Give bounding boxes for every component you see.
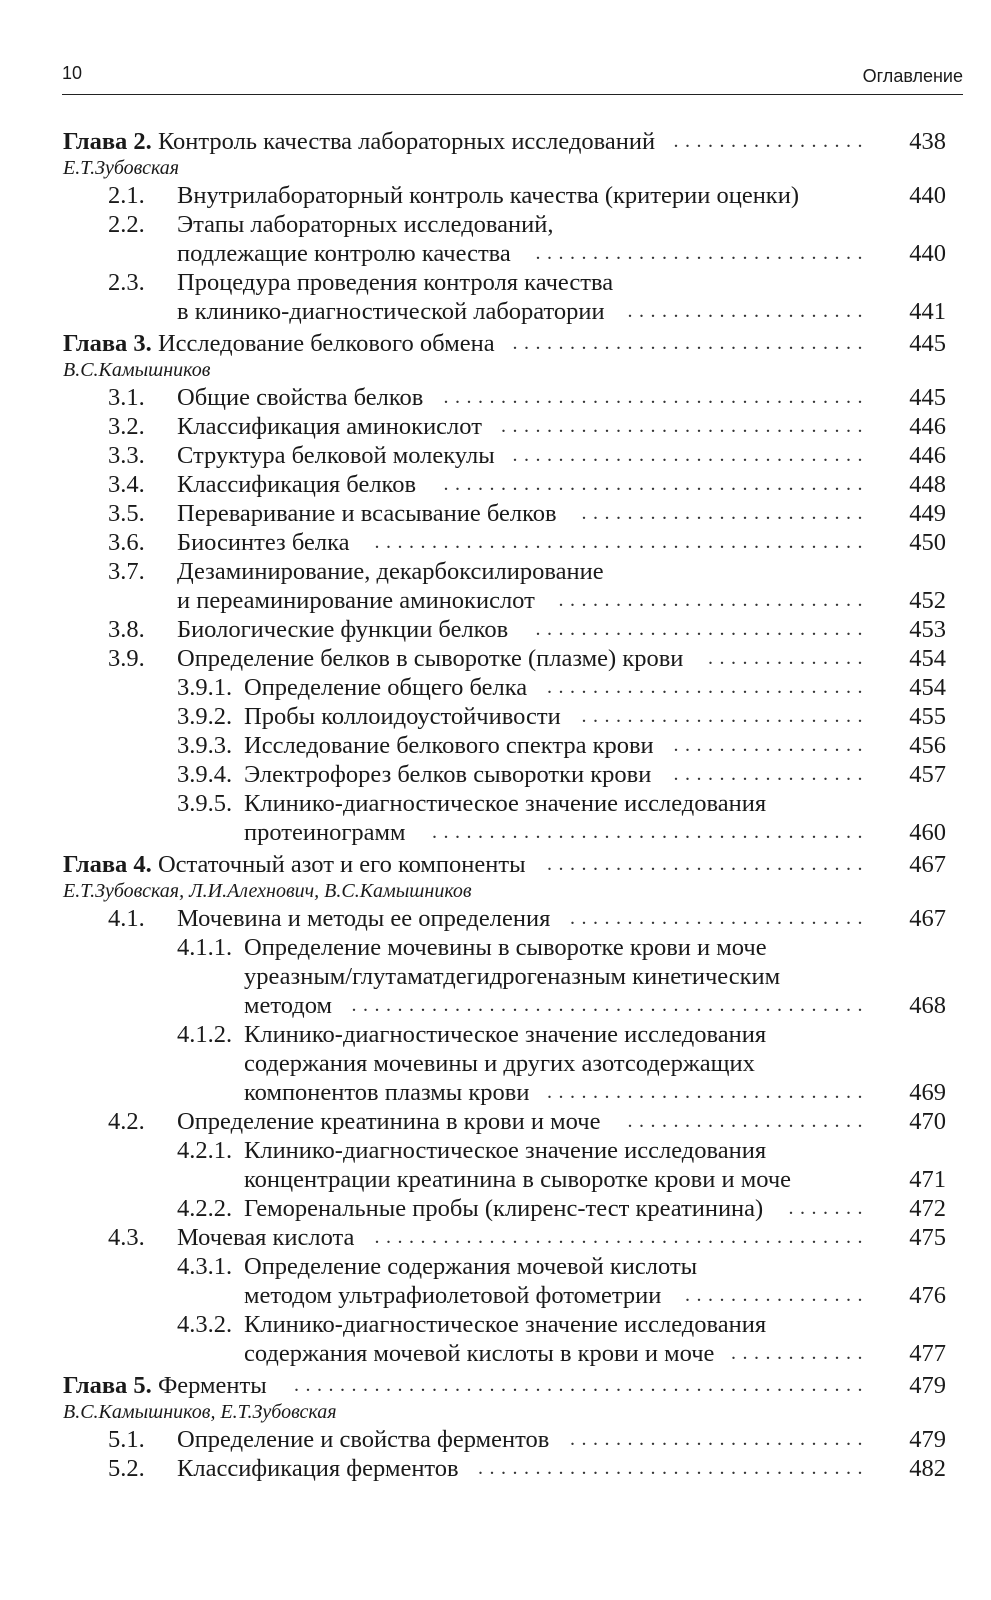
section-title: и переаминирование аминокислот	[177, 587, 535, 614]
chapter-title	[63, 329, 495, 358]
section-number: 3.6.	[108, 529, 145, 556]
toc-entry	[0, 181, 991, 210]
dot-leader: .........................	[581, 502, 869, 524]
toc-entry	[0, 239, 991, 268]
section-number: 3.3.	[108, 442, 145, 469]
toc-entry	[0, 1339, 991, 1368]
page-ref: 472	[909, 1195, 946, 1222]
section-number: 3.9.2.	[177, 703, 233, 730]
page-ref: 445	[909, 330, 946, 357]
dot-leader: ............................	[547, 676, 869, 698]
section-number: 3.4.	[108, 471, 145, 498]
dot-leader: ..........................	[570, 907, 869, 929]
dot-leader: .......	[788, 1197, 869, 1219]
page-ref: 467	[909, 851, 946, 878]
section-number: 4.3.	[108, 1224, 145, 1251]
section-title: содержания мочевины и других азотсодержащих	[244, 1050, 755, 1077]
page-ref: 479	[909, 1372, 946, 1399]
dot-leader: ..................................................	[294, 1374, 869, 1396]
page-ref: 476	[909, 1282, 946, 1309]
section-title: методом	[244, 992, 333, 1019]
section-title: в клинико-диагностической лаборатории	[177, 298, 605, 325]
dot-leader: .............................	[535, 242, 869, 264]
section-number: 3.9.1.	[177, 674, 233, 701]
page-ref: 438	[909, 128, 946, 155]
page-ref: 440	[909, 240, 946, 267]
page-ref: 454	[909, 645, 946, 672]
page-ref: 446	[909, 413, 946, 440]
page-ref: 470	[909, 1108, 946, 1135]
dot-leader: ..........................	[570, 1428, 869, 1450]
section-title: Внутрилабораторный контроль качества (критерии оценки)	[177, 182, 799, 209]
chapter-title	[63, 850, 526, 879]
section-number: 4.1.2.	[177, 1021, 233, 1048]
toc-entry	[0, 962, 991, 991]
dot-leader: ...............................	[512, 332, 869, 354]
chapter-title	[63, 127, 655, 156]
toc-chapter	[0, 329, 991, 358]
toc-chapter	[0, 127, 991, 156]
section-title: Определение мочевины в сыворотке крови и моче	[244, 934, 767, 961]
page-ref: 477	[909, 1340, 946, 1367]
page-ref: 454	[909, 674, 946, 701]
author-names: Е.Т.Зубовская	[63, 157, 180, 179]
table-of-contents	[0, 127, 991, 1483]
section-number: 4.3.1.	[177, 1253, 233, 1280]
toc-entry	[0, 673, 991, 702]
section-number: 2.2.	[108, 211, 145, 238]
toc-entry	[0, 644, 991, 673]
author-names: Е.Т.Зубовская, Л.И.Алехнович, В.С.Камышников	[63, 880, 472, 902]
section-number: 3.8.	[108, 616, 145, 643]
dot-leader: .................	[673, 734, 869, 756]
page-ref: 449	[909, 500, 946, 527]
page-ref: 441	[909, 298, 946, 325]
dot-leader: ................................	[501, 415, 869, 437]
section-title: Клинико-диагностическое значение исследования	[244, 790, 767, 817]
section-title: Биологические функции белков	[177, 616, 509, 643]
toc-entry	[0, 760, 991, 789]
page-number: 10	[62, 63, 83, 83]
page-header	[62, 60, 963, 95]
section-title: Процедура проведения контроля качества	[177, 269, 614, 296]
page-ref: 450	[909, 529, 946, 556]
section-title: Определение креатинина в крови и моче	[177, 1108, 601, 1135]
toc-entry	[0, 789, 991, 818]
toc-author	[0, 358, 991, 383]
dot-leader: ............................	[547, 1081, 869, 1103]
page-ref: 445	[909, 384, 946, 411]
toc-entry	[0, 1049, 991, 1078]
toc-entry	[0, 1020, 991, 1049]
toc-entry	[0, 1252, 991, 1281]
chapter-label: Глава 5.	[63, 1372, 152, 1399]
chapter-label: Глава 2.	[63, 128, 152, 155]
dot-leader: ......................................	[432, 821, 869, 843]
toc-author	[0, 156, 991, 181]
toc-entry	[0, 1078, 991, 1107]
page-ref: 457	[909, 761, 946, 788]
page-ref: 482	[909, 1455, 946, 1482]
toc-entry	[0, 586, 991, 615]
dot-leader: .....................................	[443, 473, 869, 495]
chapter-label: Глава 3.	[63, 330, 152, 357]
author-names: В.С.Камышников, Е.Т.Зубовская	[63, 1401, 337, 1423]
page-ref: 469	[909, 1079, 946, 1106]
page-ref: 440	[909, 182, 946, 209]
dot-leader: ...........................................	[374, 531, 869, 553]
section-title: Геморенальные пробы (клиренс-тест креатинина)	[244, 1195, 764, 1222]
section-title: Классификация белков	[177, 471, 417, 498]
dot-leader: .................	[673, 763, 869, 785]
section-number: 4.3.2.	[177, 1311, 233, 1338]
dot-leader: ..................................	[478, 1457, 869, 1479]
dot-leader: ................	[685, 1284, 869, 1306]
toc-entry	[0, 528, 991, 557]
toc-entry	[0, 1223, 991, 1252]
section-number: 5.1.	[108, 1426, 145, 1453]
section-title: Классификация аминокислот	[177, 413, 482, 440]
toc-entry	[0, 268, 991, 297]
toc-entry	[0, 991, 991, 1020]
section-number: 4.2.2.	[177, 1195, 233, 1222]
dot-leader: .............................................	[351, 994, 869, 1016]
section-title: методом ультрафиолетовой фотометрии	[244, 1282, 662, 1309]
section-number: 3.5.	[108, 500, 145, 527]
toc-entry	[0, 1194, 991, 1223]
section-title: Переваривание и всасывание белков	[177, 500, 557, 527]
section-title: Клинико-диагностическое значение исследования	[244, 1311, 767, 1338]
section-title: Этапы лабораторных исследований,	[177, 211, 554, 238]
page-ref: 452	[909, 587, 946, 614]
section-number: 3.7.	[108, 558, 145, 585]
toc-entry	[0, 297, 991, 326]
toc-entry	[0, 1281, 991, 1310]
toc-entry	[0, 731, 991, 760]
running-title: Оглавление	[862, 66, 963, 86]
section-title: компонентов плазмы крови	[244, 1079, 530, 1106]
toc-entry	[0, 904, 991, 933]
section-number: 4.2.	[108, 1108, 145, 1135]
toc-entry	[0, 1136, 991, 1165]
section-title: Биосинтез белка	[177, 529, 350, 556]
section-number: 2.3.	[108, 269, 145, 296]
toc-entry	[0, 557, 991, 586]
dot-leader: ............	[731, 1342, 869, 1364]
author-names: В.С.Камышников	[63, 359, 211, 381]
section-title: Определение содержания мочевой кислоты	[244, 1253, 698, 1280]
section-title: концентрации креатинина в сыворотке крови и моче	[244, 1166, 792, 1193]
toc-entry	[0, 1310, 991, 1339]
section-title: Клинико-диагностическое значение исследования	[244, 1137, 767, 1164]
dot-leader: ...............................	[512, 444, 869, 466]
chapter-label: Глава 4.	[63, 851, 152, 878]
page-ref: 455	[909, 703, 946, 730]
dot-leader: .....................................	[443, 386, 869, 408]
section-title: Определение белков в сыворотке (плазме) крови	[177, 645, 684, 672]
dot-leader: ...........................................	[374, 1226, 869, 1248]
section-title: содержания мочевой кислоты в крови и моче	[244, 1340, 715, 1367]
section-title: уреазным/глутаматдегидрогеназным кинетическим	[244, 963, 781, 990]
page-ref: 446	[909, 442, 946, 469]
chapter-name: Ферменты	[151, 1372, 267, 1399]
toc-entry	[0, 1107, 991, 1136]
section-number: 4.2.1.	[177, 1137, 233, 1164]
section-number: 3.1.	[108, 384, 145, 411]
toc-entry	[0, 383, 991, 412]
toc-entry	[0, 412, 991, 441]
dot-leader: ............................	[547, 853, 869, 875]
dot-leader: ..............	[708, 647, 869, 669]
section-number: 3.9.4.	[177, 761, 233, 788]
section-title: Электрофорез белков сыворотки крови	[244, 761, 652, 788]
page-ref: 453	[909, 616, 946, 643]
toc-entry	[0, 499, 991, 528]
toc-entry	[0, 210, 991, 239]
page-ref: 467	[909, 905, 946, 932]
page-ref: 468	[909, 992, 946, 1019]
section-number: 4.1.1.	[177, 934, 233, 961]
dot-leader: .....................	[627, 300, 869, 322]
section-title: Классификация ферментов	[177, 1455, 459, 1482]
section-title: Определение общего белка	[244, 674, 528, 701]
toc-author	[0, 879, 991, 904]
chapter-name: Остаточный азот и его компоненты	[151, 851, 526, 878]
page-ref: 479	[909, 1426, 946, 1453]
section-title: протеинограмм	[244, 819, 406, 846]
toc-chapter	[0, 1371, 991, 1400]
toc-chapter	[0, 850, 991, 879]
toc-entry	[0, 702, 991, 731]
toc-entry	[0, 470, 991, 499]
toc-entry	[0, 933, 991, 962]
toc-author	[0, 1400, 991, 1425]
section-title: Определение и свойства ферментов	[177, 1426, 550, 1453]
section-title: Исследование белкового спектра крови	[244, 732, 654, 759]
dot-leader: .................	[673, 130, 869, 152]
toc-entry	[0, 615, 991, 644]
page-ref: 448	[909, 471, 946, 498]
page-ref: 471	[909, 1166, 946, 1193]
dot-leader: ...........................	[558, 589, 869, 611]
toc-entry	[0, 1454, 991, 1483]
chapter-name: Контроль качества лабораторных исследований	[151, 128, 656, 155]
section-title: Мочевая кислота	[177, 1224, 355, 1251]
section-number: 2.1.	[108, 182, 145, 209]
section-number: 5.2.	[108, 1455, 145, 1482]
section-title: подлежащие контролю качества	[177, 240, 511, 267]
dot-leader: .............................	[535, 618, 869, 640]
toc-entry	[0, 818, 991, 847]
toc-entry	[0, 1425, 991, 1454]
toc-entry	[0, 1165, 991, 1194]
toc-entry	[0, 441, 991, 470]
section-title: Мочевина и методы ее определения	[177, 905, 551, 932]
dot-leader: .....................	[627, 1110, 869, 1132]
chapter-name: Исследование белкового обмена	[151, 330, 495, 357]
chapter-title	[63, 1371, 267, 1400]
section-title: Структура белковой молекулы	[177, 442, 495, 469]
section-number: 3.2.	[108, 413, 145, 440]
section-title: Пробы коллоидоустойчивости	[244, 703, 561, 730]
dot-leader: .........................	[581, 705, 869, 727]
section-title: Дезаминирование, декарбоксилирование	[177, 558, 604, 585]
section-number: 3.9.5.	[177, 790, 233, 817]
section-number: 3.9.	[108, 645, 145, 672]
page-ref: 460	[909, 819, 946, 846]
page-ref: 475	[909, 1224, 946, 1251]
section-number: 4.1.	[108, 905, 145, 932]
section-number: 3.9.3.	[177, 732, 233, 759]
section-title: Общие свойства белков	[177, 384, 424, 411]
section-title: Клинико-диагностическое значение исследования	[244, 1021, 767, 1048]
page-ref: 456	[909, 732, 946, 759]
